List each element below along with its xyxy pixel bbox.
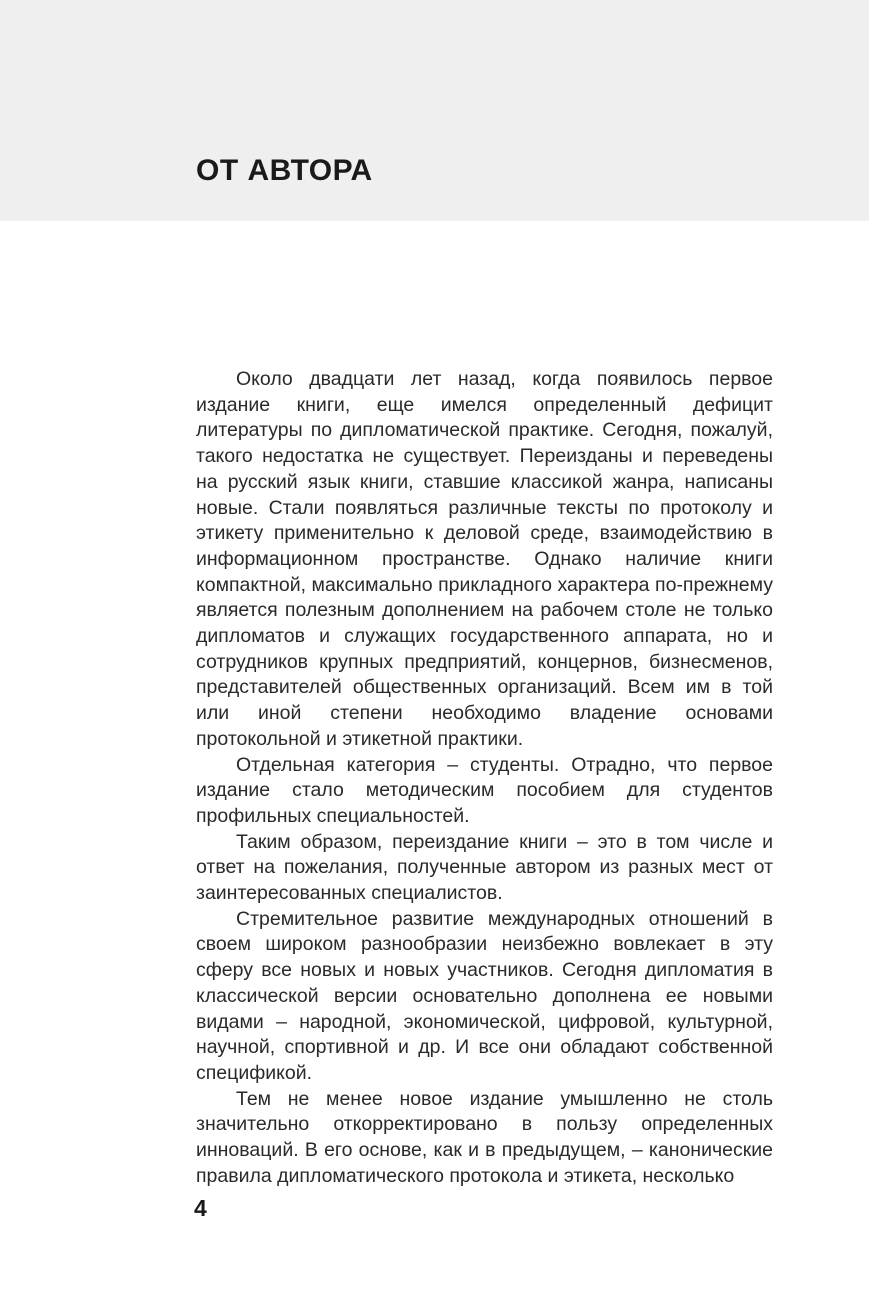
page-number: 4 (194, 1195, 207, 1221)
paragraph: Отдельная категория – студенты. Отрадно, что первое издание стало методическим пособием для студентов профильных специальностей. (196, 753, 773, 827)
body-text (196, 367, 773, 1190)
paragraph: Тем не менее новое издание умышленно не столь значительно откорректировано в пользу определенных инноваций. В его основе, как и в предыдущем, – канонические правила дипломатического протокола и этикета, несколько (196, 1087, 773, 1187)
header-band (0, 0, 869, 221)
chapter-title: ОТ АВТОРА (196, 154, 373, 187)
paragraph: Около двадцати лет назад, когда появилось первое издание книги, еще имелся определенный дефицит литературы по дипломатической практике. Сегодня, пожалуй, такого недостатка не существует. Переизданы и переведены на русский язык книги, ставшие классикой жанра, написаны новые. Стали появляться различные тексты по протоколу и этикету применительно к деловой среде, взаимодействию в информационном пространстве. Однако наличие книги компактной, максимально прикладного характера по-прежнему является полезным дополнением на рабочем столе не только дипломатов и служащих государственного аппарата, но и сотрудников крупных предприятий, концернов, бизнесменов, представителей общественных организаций. Всем им в той или иной степени необходимо владение основами протокольной и этикетной практики. (196, 368, 773, 750)
paragraph: Таким образом, переиздание книги – это в том числе и ответ на пожелания, полученные автором из разных мест от заинтересованных специалистов. (196, 830, 773, 905)
paragraph: Стремительное развитие международных отношений в своем широком разнообразии неизбежно вовлекает в эту сферу все новых и новых участников. Сегодня дипломатия в классической версии основательно дополнена ее новыми видами – народной, экономической, цифровой, культурной, научной, спортивной и др. И все они обладают собственной спецификой. (196, 907, 773, 1084)
